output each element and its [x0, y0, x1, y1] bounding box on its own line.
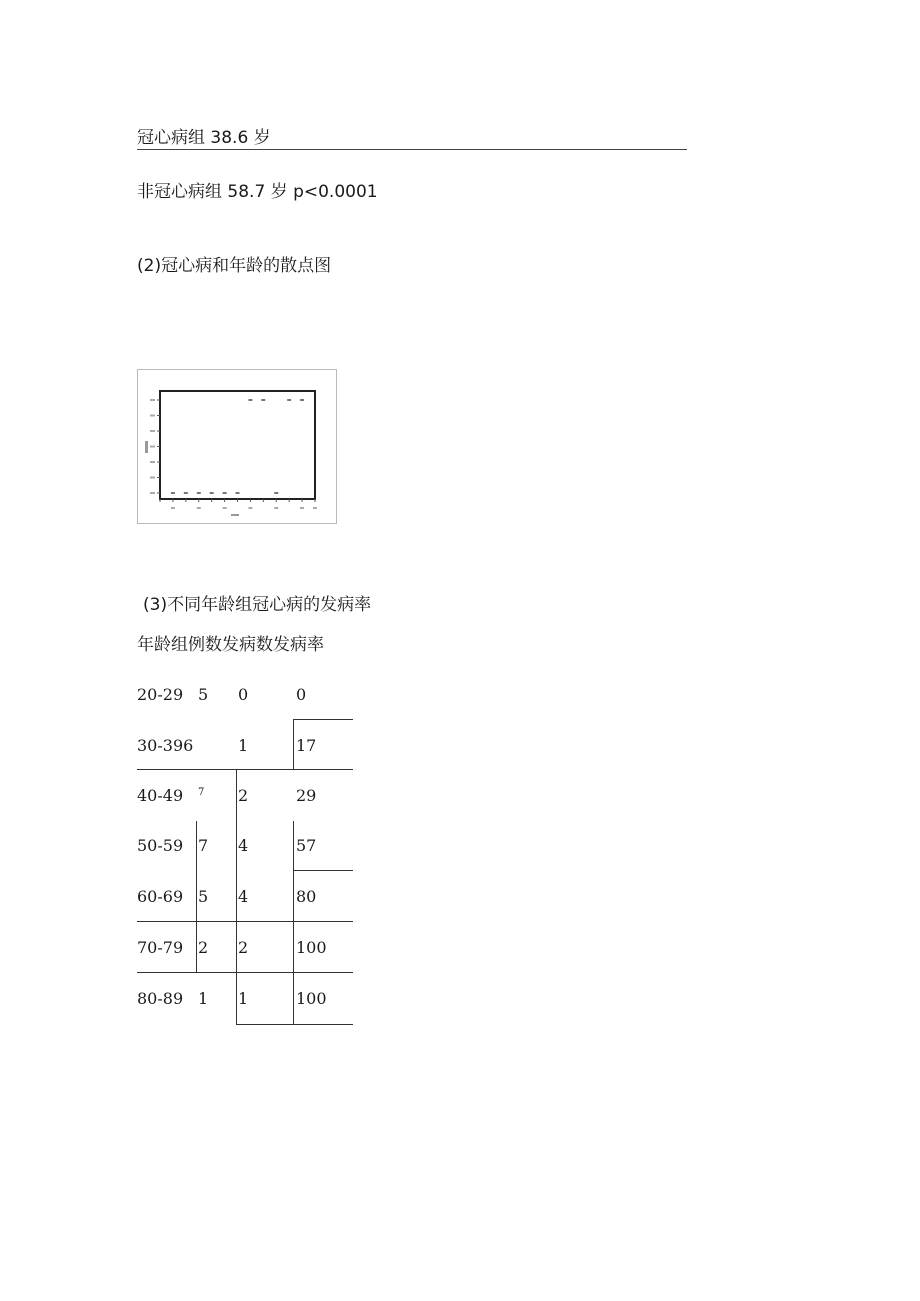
table-header: 年龄组例数发病数发病率 — [137, 635, 324, 655]
scatter-point — [210, 492, 214, 494]
row-cases: 4 — [238, 887, 249, 906]
row-cases: 4 — [238, 836, 249, 855]
row-age: 80-89 — [137, 989, 184, 1008]
table-rule — [137, 769, 353, 770]
x-axis-label-mark — [231, 514, 239, 516]
row-count: 7 — [198, 787, 205, 798]
row-age: 60-69 — [137, 887, 184, 906]
y-tick-label-mark — [150, 430, 155, 432]
row-rate: 80 — [296, 887, 317, 906]
row-rate: 100 — [296, 989, 327, 1008]
x-tick-label-mark — [197, 507, 201, 509]
scatter-point — [171, 492, 175, 494]
plot-area — [160, 391, 315, 499]
row-rate: 57 — [296, 836, 317, 855]
y-tick-label-mark — [150, 399, 155, 401]
divider-line — [137, 149, 687, 150]
scatter-point — [274, 492, 278, 494]
row-rate: 0 — [296, 685, 307, 704]
y-tick-label-mark — [150, 446, 155, 448]
table-rule — [137, 972, 353, 973]
row-age: 40-49 — [137, 786, 184, 805]
text-line-1: 冠心病组 38.6 岁 — [137, 128, 271, 148]
row-count: 1 — [198, 989, 209, 1008]
scatter-point — [248, 399, 252, 401]
table-rule — [236, 769, 237, 1024]
row-count: 2 — [198, 938, 209, 957]
table-rule — [137, 921, 353, 922]
scatter-point — [197, 492, 201, 494]
row-rate: 29 — [296, 786, 317, 805]
table-rule — [293, 719, 353, 720]
text-line-2: 非冠心病组 58.7 岁 p<0.0001 — [137, 182, 378, 202]
row-cases: 0 — [238, 685, 249, 704]
y-tick-label-mark — [150, 477, 155, 479]
row-count: 5 — [198, 685, 209, 704]
x-tick-label-mark — [274, 507, 278, 509]
y-axis-label-mark — [145, 441, 148, 453]
scatter-point — [287, 399, 291, 401]
scatter-point — [223, 492, 227, 494]
y-tick-label-mark — [150, 461, 155, 463]
row-age: 50-59 — [137, 836, 184, 855]
table-rule — [293, 821, 294, 1024]
y-tick-label-mark — [150, 492, 155, 494]
row-age: 30-396 — [137, 736, 194, 755]
scatter-plot — [137, 369, 337, 524]
y-tick-label-mark — [150, 415, 155, 417]
row-age: 20-29 — [137, 685, 184, 704]
scatter-point — [300, 399, 304, 401]
row-rate: 17 — [296, 736, 317, 755]
x-tick-label-mark — [171, 507, 175, 509]
row-cases: 1 — [238, 989, 249, 1008]
row-cases: 2 — [238, 786, 249, 805]
x-tick-label-mark — [300, 507, 304, 509]
section-heading-scatter: (2)冠心病和年龄的散点图 — [137, 256, 332, 276]
row-cases: 2 — [238, 938, 249, 957]
table-rule — [293, 870, 353, 871]
section-heading-incidence: (3)不同年龄组冠心病的发病率 — [143, 595, 372, 615]
table-rule — [196, 821, 197, 972]
scatter-point — [236, 492, 240, 494]
x-tick-label-mark — [223, 507, 227, 509]
row-count: 7 — [198, 836, 209, 855]
x-tick-label-mark — [248, 507, 252, 509]
scatter-point — [261, 399, 265, 401]
row-cases: 1 — [238, 736, 249, 755]
table-rule — [236, 1024, 353, 1025]
table-rule — [293, 719, 294, 769]
row-count: 5 — [198, 887, 209, 906]
x-tick-label-mark — [313, 507, 317, 509]
scatter-point — [184, 492, 188, 494]
row-rate: 100 — [296, 938, 327, 957]
row-age: 70-79 — [137, 938, 184, 957]
